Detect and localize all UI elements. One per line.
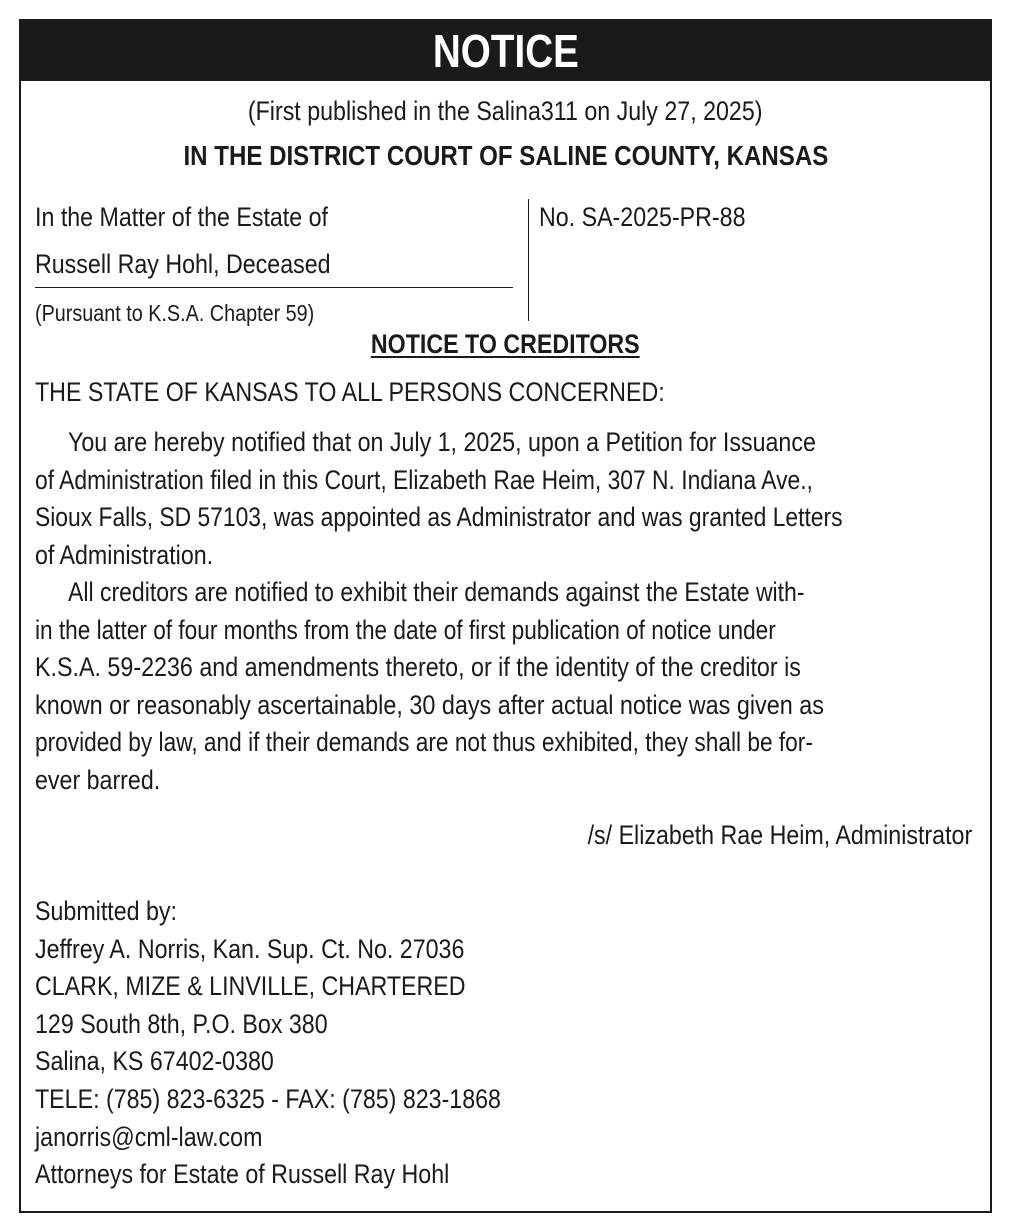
paragraph-line: K.S.A. 59-2236 and amendments thereto, or if the identity of the creditor is <box>35 652 801 682</box>
attorney-email: janorris@cml-law.com <box>35 1121 263 1152</box>
paragraph-line: Sioux Falls, SD 57103, was appointed as Administrator and was granted Letters <box>35 502 843 532</box>
caption-underline <box>35 287 513 288</box>
caption-matter-line1: In the Matter of the Estate of <box>35 202 329 232</box>
administrator-signature: /s/ Elizabeth Rae Heim, Administrator <box>587 820 972 850</box>
attorneys-for-line: Attorneys for Estate of Russell Ray Hohl <box>35 1159 450 1190</box>
firm-street-address: 129 South 8th, P.O. Box 380 <box>35 1008 328 1039</box>
paragraph-line: known or reasonably ascertainable, 30 days after actual notice was given as <box>35 689 824 720</box>
notice-frame <box>19 19 992 1213</box>
paragraph-line: of Administration filed in this Court, Elizabeth Rae Heim, 307 N. Indiana Ave., <box>35 464 813 495</box>
paragraph-line: All creditors are notified to exhibit their demands against the Estate with- <box>68 577 805 607</box>
salutation: THE STATE OF KANSAS TO ALL PERSONS CONCERNED: <box>35 377 665 407</box>
firm-phone-fax: TELE: (785) 823-6325 - FAX: (785) 823-1868 <box>35 1083 501 1114</box>
court-heading: IN THE DISTRICT COURT OF SALINE COUNTY, KANSAS <box>183 140 828 171</box>
case-number: No. SA-2025-PR-88 <box>539 202 746 232</box>
caption-matter-line2: Russell Ray Hohl, Deceased <box>35 249 331 279</box>
notice-to-creditors-heading: NOTICE TO CREDITORS <box>371 329 640 359</box>
paragraph-line: provided by law, and if their demands are not thus exhibited, they shall be for- <box>35 727 813 757</box>
paragraph-demands <box>35 574 973 799</box>
paragraph-line: of Administration. <box>35 539 214 570</box>
attorney-name: Jeffrey A. Norris, Kan. Sup. Ct. No. 27036 <box>35 933 465 964</box>
submitted-by-label: Submitted by: <box>35 896 177 926</box>
notice-title-bar <box>21 21 990 81</box>
firm-city-state-zip: Salina, KS 67402-0380 <box>35 1046 274 1077</box>
caption-pursuant: (Pursuant to K.S.A. Chapter 59) <box>35 300 315 326</box>
paragraph-line: ever barred. <box>35 764 161 795</box>
paragraph-line: in the latter of four months from the date of first publication of notice under <box>35 614 776 645</box>
notice-title: NOTICE <box>432 25 579 77</box>
paragraph-line: You are hereby notified that on July 1, 2025, upon a Petition for Issuance <box>68 427 816 457</box>
submitted-by-block <box>35 893 577 1194</box>
caption-divider <box>528 199 529 321</box>
law-firm-name: CLARK, MIZE & LINVILLE, CHARTERED <box>35 971 466 1002</box>
first-published-line: (First published in the Salina311 on July 27, 2025) <box>248 96 763 126</box>
paragraph-appointment <box>35 424 973 574</box>
